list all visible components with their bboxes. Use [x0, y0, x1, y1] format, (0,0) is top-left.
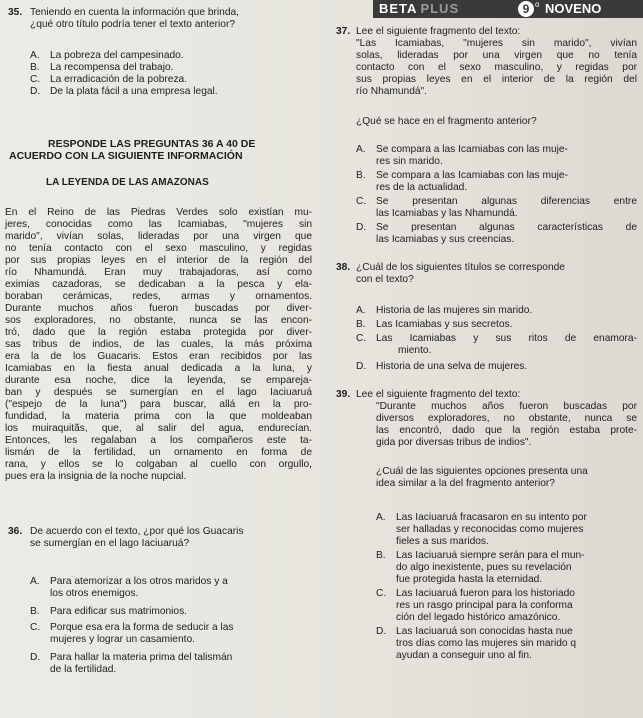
story-line: no tenía contacto con el sexo masculino, y regidas	[5, 243, 312, 254]
q36-number: 36.	[8, 526, 23, 537]
q37-option-d-text[interactable]: Se presentan algunas características de	[376, 222, 637, 233]
grade-number-badge: 9	[518, 1, 534, 17]
q37-option-b-text[interactable]: res de la actualidad.	[376, 182, 468, 193]
story-line: sas tribus de indios, de las cuales, la más próxima	[5, 339, 312, 350]
q39-option-c-text[interactable]: res un rasgo principal para la conforma	[396, 600, 573, 611]
q38-option-d-text[interactable]: Historia de una selva de mujeres.	[376, 361, 528, 372]
grade-superscript: o	[535, 0, 540, 9]
story-line: Icamiabas en la fiesta anual dedicada a la luna, y	[5, 363, 312, 374]
q39-quote-line: diversos exploradores, no obstante, nunca se	[376, 413, 637, 424]
q39-option-d-letter[interactable]: D.	[376, 626, 387, 637]
q37-quote-line: contacto con el sexo masculino, y regidas por	[356, 62, 637, 73]
q39-option-b-text[interactable]: do algo inexistente, pues su revelación	[396, 562, 572, 573]
q36-stem-line: se sumergían en el lago Iaciuaruá?	[30, 538, 190, 549]
instructions-heading: ACUERDO CON LA SIGUIENTE INFORMACIÓN	[9, 150, 243, 162]
q39-option-d-text[interactable]: Las Iaciuaruá son conocidas hasta nue	[396, 626, 573, 637]
q37-number: 37.	[336, 26, 351, 37]
instructions-heading: RESPONDE LAS PREGUNTAS 36 A 40 DE	[48, 138, 256, 150]
q39-option-d-text[interactable]: tros días como las mujeres sin marido q	[396, 638, 577, 649]
q35-option-c-letter[interactable]: C.	[30, 74, 41, 85]
story-line: boraban cerámicas, redes, armas y ornamentos.	[5, 291, 312, 302]
story-title: LA LEYENDA DE LAS AMAZONAS	[46, 177, 209, 188]
q35-option-b-text[interactable]: La recompensa del trabajo.	[50, 62, 174, 73]
q39-option-c-text[interactable]: ción del legado histórico amazónico.	[396, 612, 561, 623]
story-line: En el Reino de las Piedras Verdes solo existían mu-	[5, 207, 312, 218]
story-line: durante esa noche, dice la leyenda, se empareja-	[5, 375, 312, 386]
publisher-header	[373, 0, 643, 18]
story-line: rana, y ellos se lo colgaban al cuello con orgullo,	[5, 459, 312, 470]
q37-option-b-text[interactable]: Se compara a las Icamiabas con las muje-	[376, 170, 568, 181]
grade-label: NOVENO	[545, 1, 602, 16]
q38-option-b-text[interactable]: Las Icamiabas y sus secretos.	[376, 319, 513, 330]
q36-option-b-letter[interactable]: B.	[30, 606, 40, 617]
story-line: ("espejo de la luna") para buscar, allá en la pro-	[5, 399, 312, 410]
q39-option-b-text[interactable]: fue protegida hasta la eternidad.	[396, 574, 543, 585]
brand-logo: BETA PLUS	[379, 1, 460, 16]
story-line: fundidad, la materia prima con la que moldeaban	[5, 411, 312, 422]
q39-option-c-letter[interactable]: C.	[376, 588, 387, 599]
q39-quote-line: las encontró, dado que la región estaba prote-	[376, 425, 637, 436]
q39-question-line: ¿Cuál de las siguientes opciones presenta una	[376, 466, 588, 477]
q39-option-c-text[interactable]: Las Iaciuaruá fueron para los historiado	[396, 588, 575, 599]
q37-option-c-text[interactable]: las Icamiabas y las Nhamundá.	[376, 208, 518, 219]
q38-stem-line: ¿Cuál de los siguientes títulos se corresponde	[356, 262, 565, 273]
q35-stem-line: Teniendo en cuenta la información que brinda,	[30, 7, 239, 18]
q35-option-c-text[interactable]: La erradicación de la pobreza.	[50, 74, 188, 85]
q37-option-d-text[interactable]: las Icamiabas y sus creencias.	[376, 234, 515, 245]
q36-option-a-text[interactable]: Para atemorizar a los otros maridos y a	[50, 576, 228, 587]
q39-option-a-letter[interactable]: A.	[376, 512, 386, 523]
q38-option-a-text[interactable]: Historia de las mujeres sin marido.	[376, 305, 533, 316]
q37-quote-line: sus propias leyes en el interior de la región del	[356, 74, 637, 85]
q35-stem-line: ¿qué otro título podría tener el texto anterior?	[30, 19, 236, 30]
story-line: jeres, conocidas como las Icamiabas, "mujeres sin	[5, 219, 312, 230]
story-line: eximias cazadoras, se dedicaban a la pesca y ela-	[5, 279, 312, 290]
q37-option-a-text[interactable]: res sin marido.	[376, 156, 443, 167]
story-line: ban y después se sumergían en el lago Iaciuaruá	[5, 387, 312, 398]
q37-question: ¿Qué se hace en el fragmento anterior?	[356, 116, 537, 127]
q38-option-b-letter[interactable]: B.	[356, 319, 366, 330]
q35-number: 35.	[8, 7, 23, 18]
q38-option-a-letter[interactable]: A.	[356, 305, 366, 316]
story-line: lismán de la fertilidad, un ornamento en forma de	[5, 447, 312, 458]
q38-option-c-text[interactable]: miento.	[398, 345, 432, 356]
story-line: sos exploradores, no obstante, nunca se las encon-	[5, 315, 312, 326]
q39-option-a-text[interactable]: Las Iaciuaruá fracasaron en su intento por	[396, 512, 587, 523]
q35-option-d-text[interactable]: De la plata fácil a una empresa legal.	[50, 86, 218, 97]
q36-option-c-text[interactable]: mujeres y lograr un casamiento.	[50, 634, 195, 645]
q37-quote-line: río Nhamundá".	[356, 86, 428, 97]
story-line: Entonces, les regalaban a los compañeros este ta-	[5, 435, 312, 446]
q37-quote-line: solas, lideradas por una virgen que no tenía	[356, 50, 637, 61]
q36-option-a-letter[interactable]: A.	[30, 576, 40, 587]
q37-option-a-letter[interactable]: A.	[356, 144, 366, 155]
q38-option-d-letter[interactable]: D.	[356, 361, 367, 372]
q39-quote-line: gida por diversas tribus de indios".	[376, 437, 532, 448]
q36-option-d-text[interactable]: Para hallar la materia prima del talismán	[50, 652, 233, 663]
q39-quote-line: "Durante muchos años fueron buscadas por	[376, 401, 637, 412]
q35-option-b-letter[interactable]: B.	[30, 62, 40, 73]
q36-stem-line: De acuerdo con el texto, ¿por qué los Guacaris	[30, 526, 244, 537]
q37-stem: Lee el siguiente fragmento del texto:	[356, 26, 521, 37]
q36-option-a-text[interactable]: los otros enemigos.	[50, 588, 139, 599]
q39-option-a-text[interactable]: ser halladas y reconocidas como mujeres	[396, 524, 584, 535]
q36-option-c-text[interactable]: Porque esa era la forma de seducir a las	[50, 622, 234, 633]
q37-option-d-letter[interactable]: D.	[356, 222, 367, 233]
story-line: pues era la insignia de la noche nupcial.	[5, 471, 187, 482]
q39-question-line: idea similar a la del fragmento anterior?	[376, 478, 555, 489]
q39-option-b-text[interactable]: Las Iaciuaruá siempre serán para el mun-	[396, 550, 585, 561]
q38-option-c-letter[interactable]: C.	[356, 333, 367, 344]
q37-option-a-text[interactable]: Se compara a las Icamiabas con las muje-	[376, 144, 568, 155]
q39-option-a-text[interactable]: fieles a sus maridos.	[396, 536, 489, 547]
story-line: tró, dado que la región estaba protegida por diver-	[5, 327, 312, 338]
q38-stem-line: con el texto?	[356, 274, 414, 285]
q38-number: 38.	[336, 262, 351, 273]
q39-option-d-text[interactable]: ayudan a conseguir uno al fin.	[396, 650, 532, 661]
q35-option-a-letter[interactable]: A.	[30, 50, 40, 61]
story-line: era la de los Guacaris. Estos eran recibidos por las	[5, 351, 312, 362]
q35-option-d-letter[interactable]: D.	[30, 86, 41, 97]
q36-option-b-text[interactable]: Para edificar sus matrimonios.	[50, 606, 188, 617]
story-line: Durante muchos años fueron buscadas por diver-	[5, 303, 312, 314]
q39-stem: Lee el siguiente fragmento del texto:	[356, 389, 521, 400]
q36-option-d-text[interactable]: de la fertilidad.	[50, 664, 117, 675]
q37-option-c-text[interactable]: Se presentan algunas diferencias entre	[376, 196, 637, 207]
q36-option-c-letter[interactable]: C.	[30, 622, 41, 633]
q37-quote-line: "Las Icamiabas, "mujeres sin marido", vivían	[356, 38, 637, 49]
story-line: marido", vivían solas, lideradas por una virgen que	[5, 231, 312, 242]
q38-option-c-text[interactable]: Las Icamiabas y sus ritos de enamora-	[376, 333, 637, 344]
q39-option-b-letter[interactable]: B.	[376, 550, 386, 561]
q37-option-c-letter[interactable]: C.	[356, 196, 367, 207]
story-line: los muiraquitãs, que, al salir del agua, endurecían.	[5, 423, 312, 434]
q35-option-a-text[interactable]: La pobreza del campesinado.	[50, 50, 184, 61]
story-line: por sus propias leyes en el interior de la región del	[5, 255, 312, 266]
story-line: río Nhamundá. Eran muy trabajadoras, así como	[5, 267, 312, 278]
q39-number: 39.	[336, 389, 351, 400]
q36-option-d-letter[interactable]: D.	[30, 652, 41, 663]
q37-option-b-letter[interactable]: B.	[356, 170, 366, 181]
